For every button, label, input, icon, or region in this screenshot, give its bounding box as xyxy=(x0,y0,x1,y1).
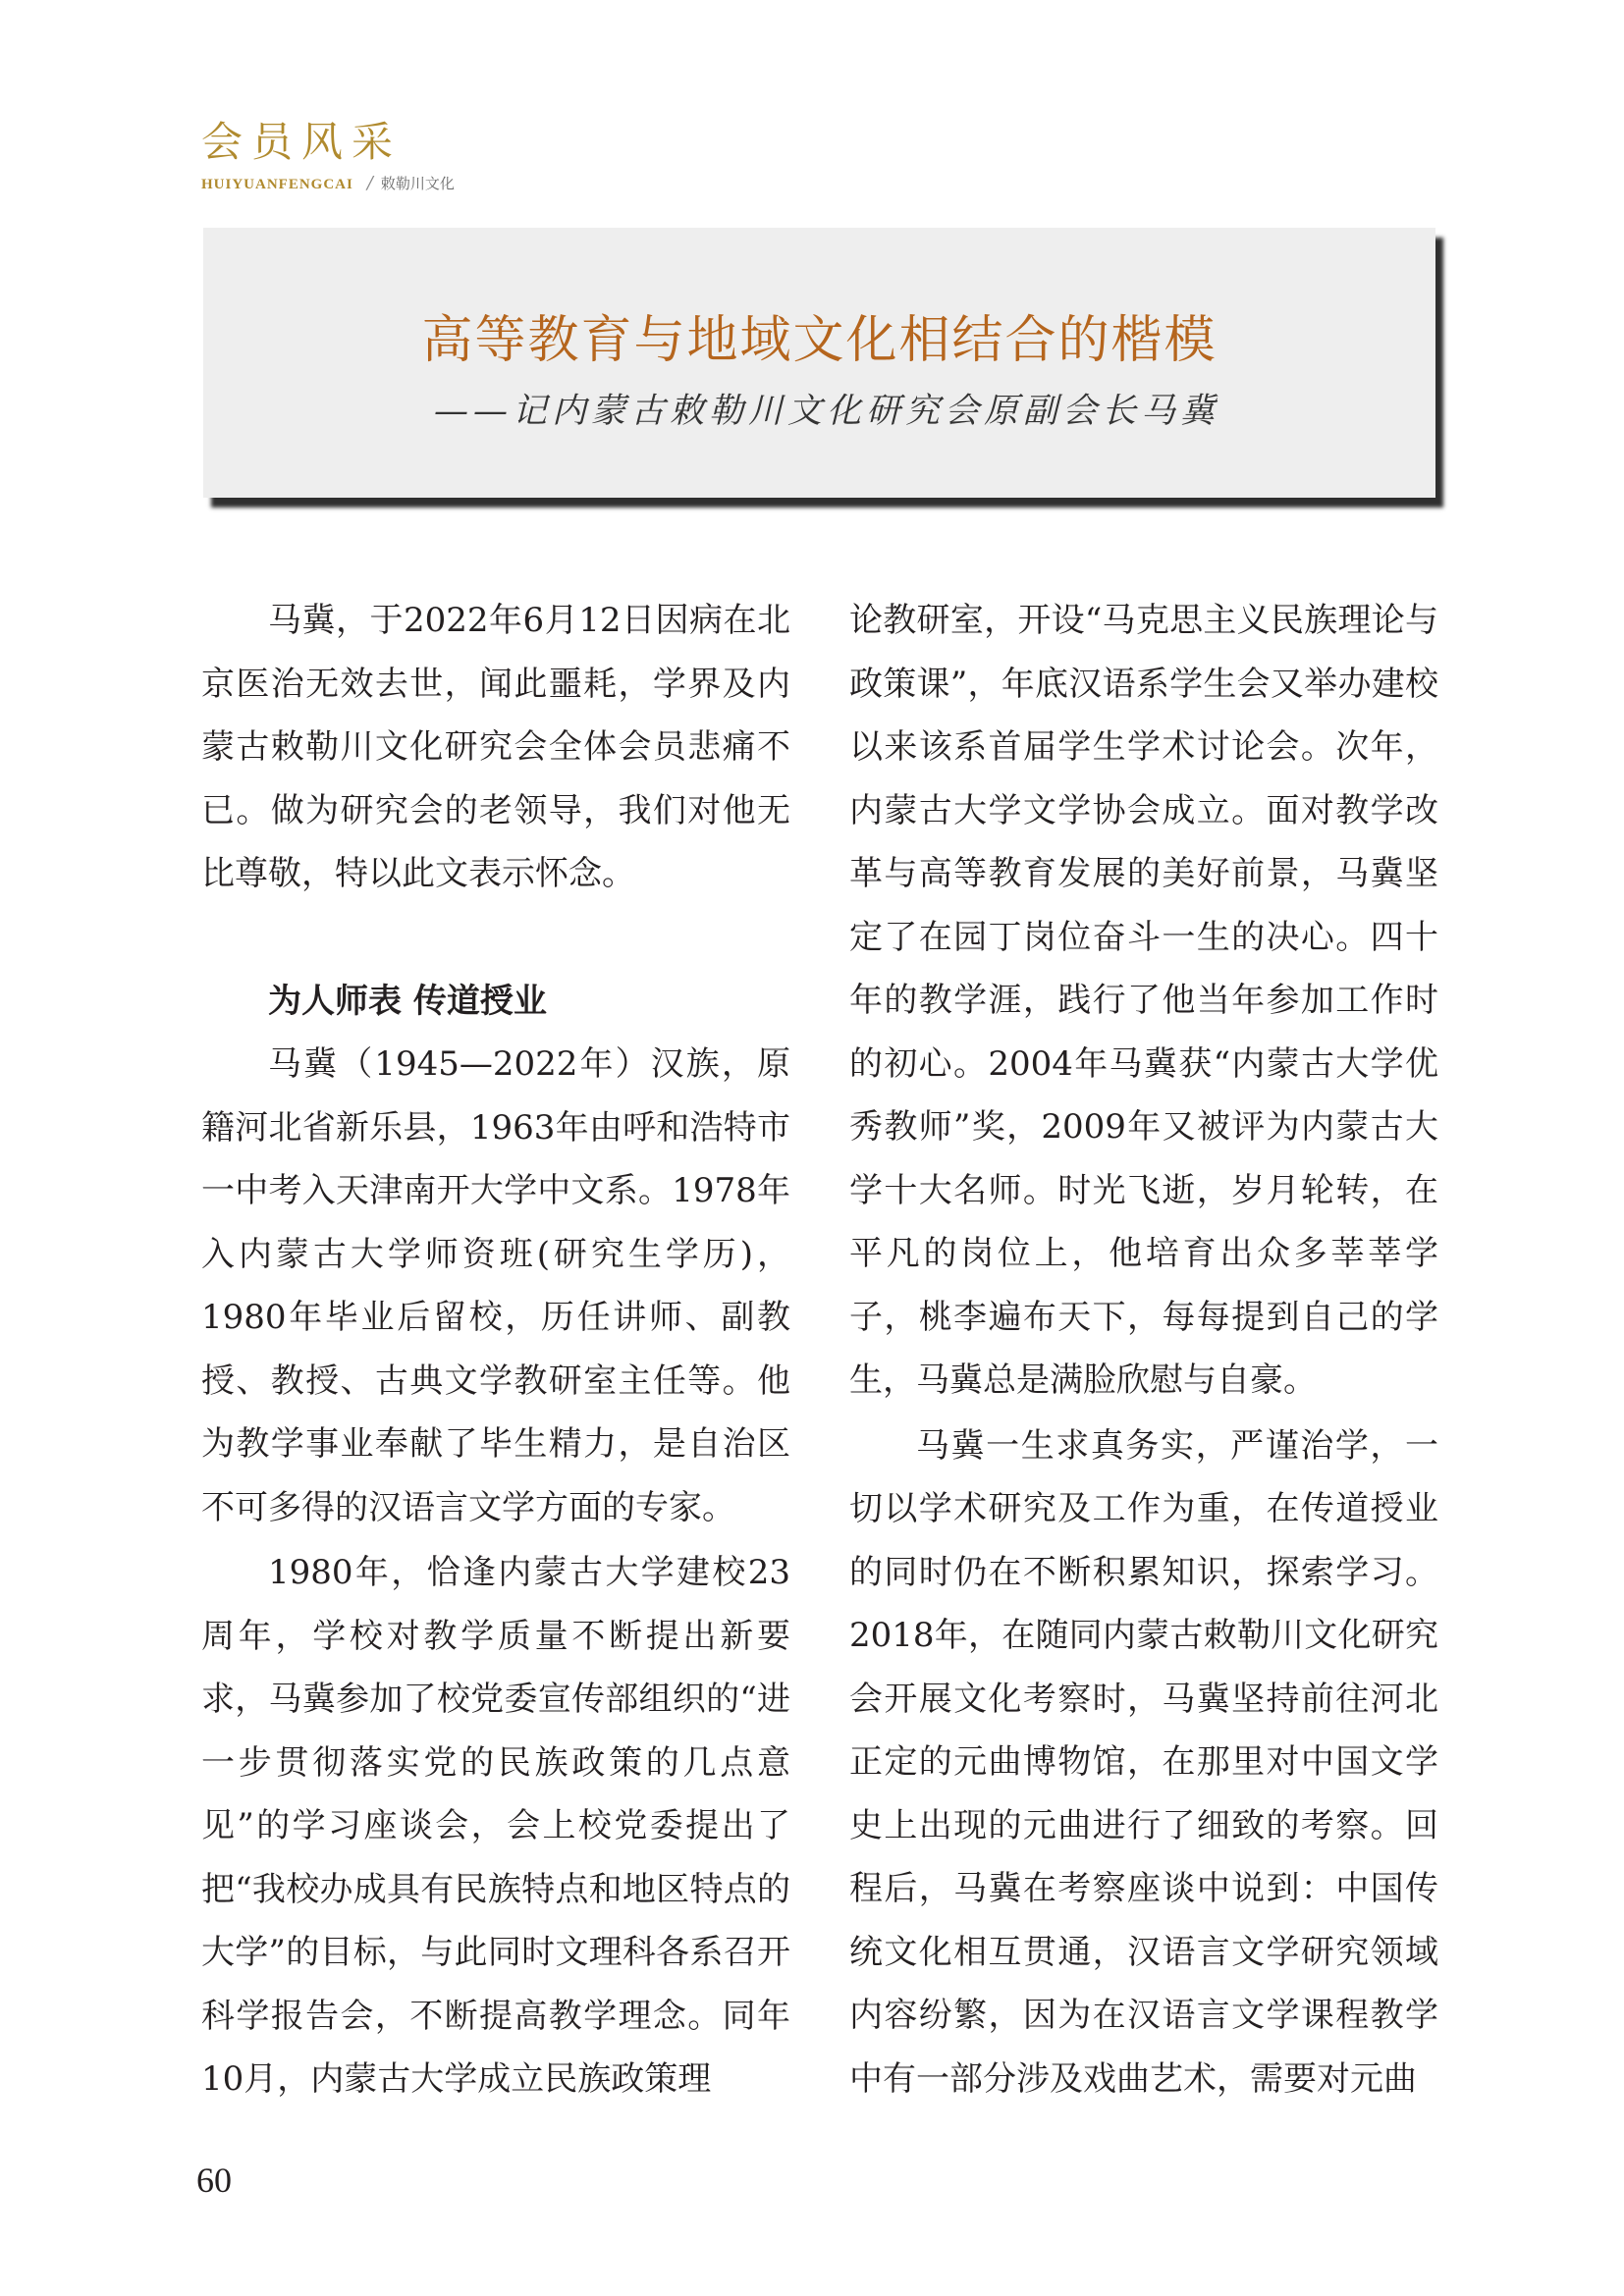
body-paragraph-1: 马冀（1945—2022年）汉族，原籍河北省新乐县，1963年由呼和浩特市一中考入天津南开大学中文系。1978年入内蒙古大学师资班(研究生学历)，1980年毕业后留校，历任讲师、副教授、教授、古典文学教研室主任等。他为教学事业奉献了毕生精力，是自治区不可多得的汉语言文学方面的专家。 xyxy=(201,1044,790,1527)
article-title: 高等教育与地域文化相结合的楷模 xyxy=(421,311,1218,370)
title-banner xyxy=(203,228,1435,498)
page-number: 60 xyxy=(196,2161,232,2200)
section-header xyxy=(201,118,455,193)
body-paragraph-2: 1980年，恰逢内蒙古大学建校23周年，学校对教学质量不断提出新要求，马冀参加了校党委宣传部组织的“进一步贯彻落实党的民族政策的几点意见”的学习座谈会，会上校党委提出了把“我校办成具有民族特点和地区特点的大学”的目标，与此同时文理科各系召开科学报告会，不断提高教学理念。同年10月，内蒙古大学成立民族政策理 xyxy=(201,1553,790,2099)
article-subtitle: ——记内蒙古敕勒川文化研究会原副会长马冀 xyxy=(433,392,1219,431)
left-column xyxy=(201,589,790,2111)
section-pinyin: HUIYUANFENGCAI xyxy=(201,177,353,192)
intro-paragraph: 马冀，于2022年6月12日因病在北京医治无效去世，闻此噩耗，学界及内蒙古敕勒川文化研究会全体会员悲痛不已。做为研究会的老领导，我们对他无比尊敬，特以此文表示怀念。 xyxy=(201,601,790,893)
body-paragraph-2-continued: 论教研室，开设“马克思主义民族理论与政策课”，年底汉语系学生会又举办建校以来该系首届学生学术讨论会。次年，内蒙古大学文学协会成立。面对教学改革与高等教育发展的美好前景，马冀坚定了在园丁岗位奋斗一生的决心。四十年的教学涯，践行了他当年参加工作时的初心。2004年马冀获“内蒙古大学优秀教师”奖，2009年又被评为内蒙古大学十大名师。时光飞逝，岁月轮转，在平凡的岗位上，他培育出众多莘莘学子，桃李遍布天下，每每提到自己的学生，马冀总是满脸欣慰与自豪。 xyxy=(849,601,1438,1400)
section-heading: 为人师表 传道授业 xyxy=(268,981,547,1021)
section-name: 会员风采 xyxy=(201,118,403,166)
body-paragraph-3: 马冀一生求真务实，严谨治学，一切以学术研究及工作为重，在传道授业的同时仍在不断积累知识，探索学习。2018年，在随同内蒙古敕勒川文化研究会开展文化考察时，马冀坚持前往河北正定的元曲博物馆，在那里对中国文学史上出现的元曲进行了细致的考察。回程后，马冀在考察座谈中说到：中国传统文化相互贯通，汉语言文学研究领域内容纷繁，因为在汉语言文学课程教学中有一部分涉及戏曲艺术，需要对元曲 xyxy=(849,1425,1438,2099)
separator-slash: / xyxy=(366,173,373,193)
section-subline xyxy=(201,173,455,193)
publication-name: 敕勒川文化 xyxy=(380,175,455,192)
right-column xyxy=(849,589,1438,2110)
